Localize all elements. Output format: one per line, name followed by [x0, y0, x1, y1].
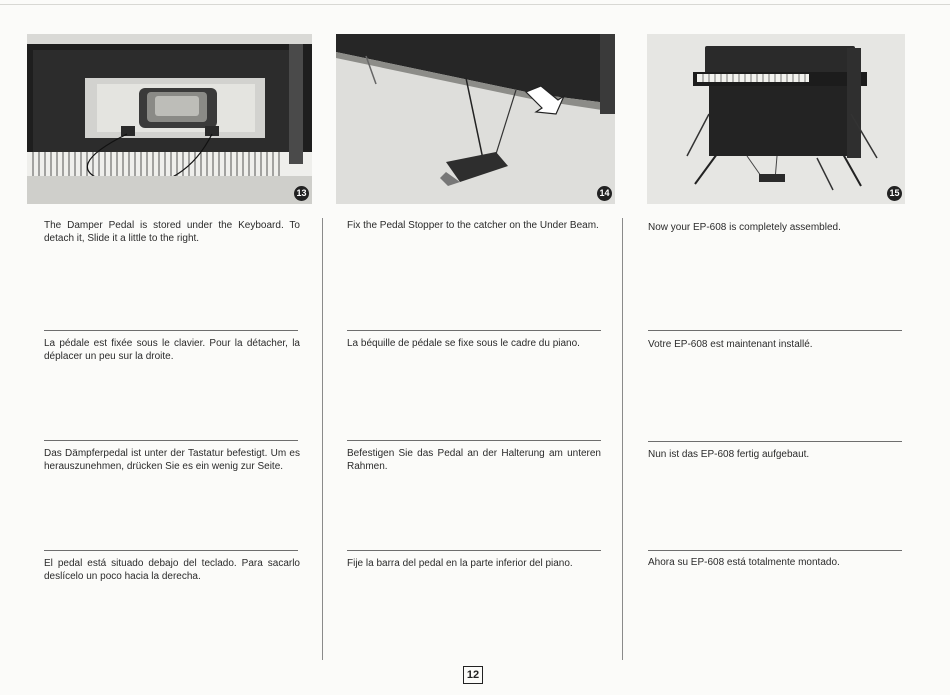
pedal-stopper-image: [336, 34, 615, 204]
step-text-fr: Votre EP-608 est maintenant installé.: [648, 339, 813, 350]
column-divider: [622, 218, 623, 660]
assembled-piano-image: [647, 34, 905, 204]
step-text-de: Befestigen Sie das Pedal an der Halterung am unteren Rahmen.: [347, 448, 601, 472]
step-text-fr: La béquille de pédale se fixe sous le cadre du piano.: [347, 338, 580, 349]
photo-pedal-stopper: [336, 34, 615, 204]
damper-pedal-image: [27, 34, 312, 204]
section-rule: [648, 330, 902, 331]
step-text-es: Fije la barra del pedal en la parte inferior del piano.: [347, 558, 573, 569]
section-rule: [347, 330, 601, 331]
step-text-de: Nun ist das EP-608 fertig aufgebaut.: [648, 449, 810, 460]
step-text-es: Ahora su EP-608 está totalmente montado.: [648, 557, 840, 568]
step-text-es: El pedal está situado debajo del teclado. Para sacarlo deslícelo un poco hacia la derecha.: [44, 558, 300, 582]
step-text-en: The Damper Pedal is stored under the Keyboard. To detach it, Slide it a little to the right.: [44, 220, 300, 244]
step-text-de: Das Dämpferpedal ist unter der Tastatur befestigt. Um es herauszunehmen, drücken Sie es ein wenig zur Seite.: [44, 448, 300, 472]
step-text-en: Fix the Pedal Stopper to the catcher on the Under Beam.: [347, 220, 599, 231]
step-text-en: Now your EP-608 is completely assembled.: [648, 222, 841, 233]
section-rule: [44, 550, 298, 551]
photo-assembled-piano: [647, 34, 905, 204]
photo-step-number: 15: [887, 186, 902, 201]
page-number: 12: [463, 666, 483, 684]
section-rule: [347, 550, 601, 551]
section-rule: [44, 440, 298, 441]
section-rule: [347, 440, 601, 441]
column-divider: [322, 218, 323, 660]
photo-step-number: 13: [294, 186, 309, 201]
section-rule: [648, 441, 902, 442]
section-rule: [44, 330, 298, 331]
section-rule: [648, 550, 902, 551]
photo-damper-pedal: [27, 34, 312, 204]
step-text-fr: La pédale est fixée sous le clavier. Pour la détacher, la déplacer un peu sur la droite.: [44, 338, 300, 362]
top-edge-line: [0, 4, 950, 5]
photo-step-number: 14: [597, 186, 612, 201]
